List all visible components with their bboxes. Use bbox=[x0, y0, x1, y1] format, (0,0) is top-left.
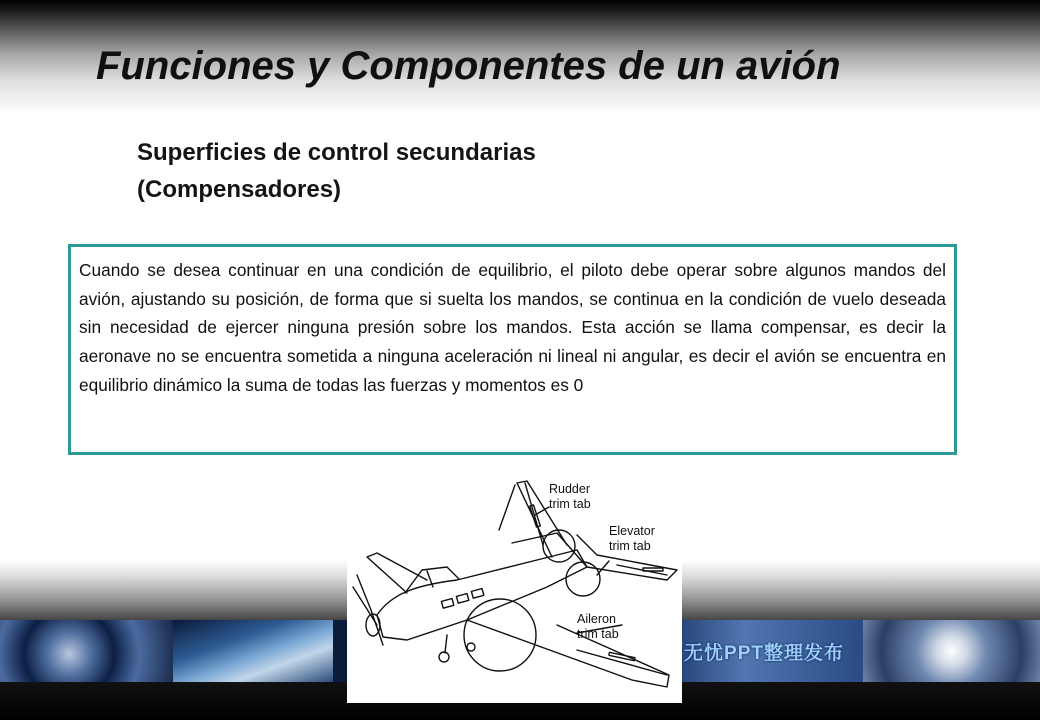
compass-image bbox=[0, 620, 173, 682]
elevator-highlight-circle bbox=[566, 562, 600, 596]
rudder-label-2: trim tab bbox=[549, 497, 591, 511]
horizontal-stabilizer bbox=[512, 533, 677, 580]
elevator-trim-tab bbox=[643, 568, 663, 571]
aileron-highlight-circle bbox=[464, 599, 536, 671]
elevator-label-1: Elevator bbox=[609, 524, 655, 538]
rudder-label-1: Rudder bbox=[549, 482, 590, 496]
airplane-diagram bbox=[347, 475, 682, 703]
slide-title: Funciones y Componentes de un avión bbox=[96, 44, 841, 88]
elevator-label-2: trim tab bbox=[609, 539, 651, 553]
watermark-text: 无忧PPT整理发布 bbox=[684, 643, 844, 664]
right-wing bbox=[467, 620, 669, 687]
globe-image bbox=[173, 620, 333, 682]
airplane-drawing bbox=[347, 475, 682, 703]
definition-box bbox=[68, 244, 957, 455]
aileron-label-1: Aileron bbox=[577, 612, 616, 626]
fuselage bbox=[377, 550, 587, 640]
aileron-label-2: trim tab bbox=[577, 627, 619, 641]
tools-image bbox=[863, 620, 1040, 682]
rudder-edge bbox=[499, 485, 515, 530]
subtitle-line-2: (Compensadores) bbox=[137, 176, 342, 203]
subtitle-line-1: Superficies de control secundarias bbox=[137, 139, 536, 166]
definition-text: Cuando se desea continuar en una condición de equilibrio, el piloto debe operar sobre algunos mandos del avión, ajustando su posición, de forma que si suelta los mandos, se continua en la condición de vuelo deseada sin necesidad de ejercer ninguna presión sobre los mandos. Esta acción se llama compensar, es decir la aeronave no se encuentra sometida a ninguna aceleración ni lineal ni angular, es decir el avión se encuentra en equilibrio dinámico la suma de todas las fuerzas y momentos es 0 bbox=[79, 260, 946, 395]
keyboard-image bbox=[665, 620, 863, 682]
slide-subtitle bbox=[137, 134, 536, 208]
elevator-leader bbox=[597, 561, 609, 575]
